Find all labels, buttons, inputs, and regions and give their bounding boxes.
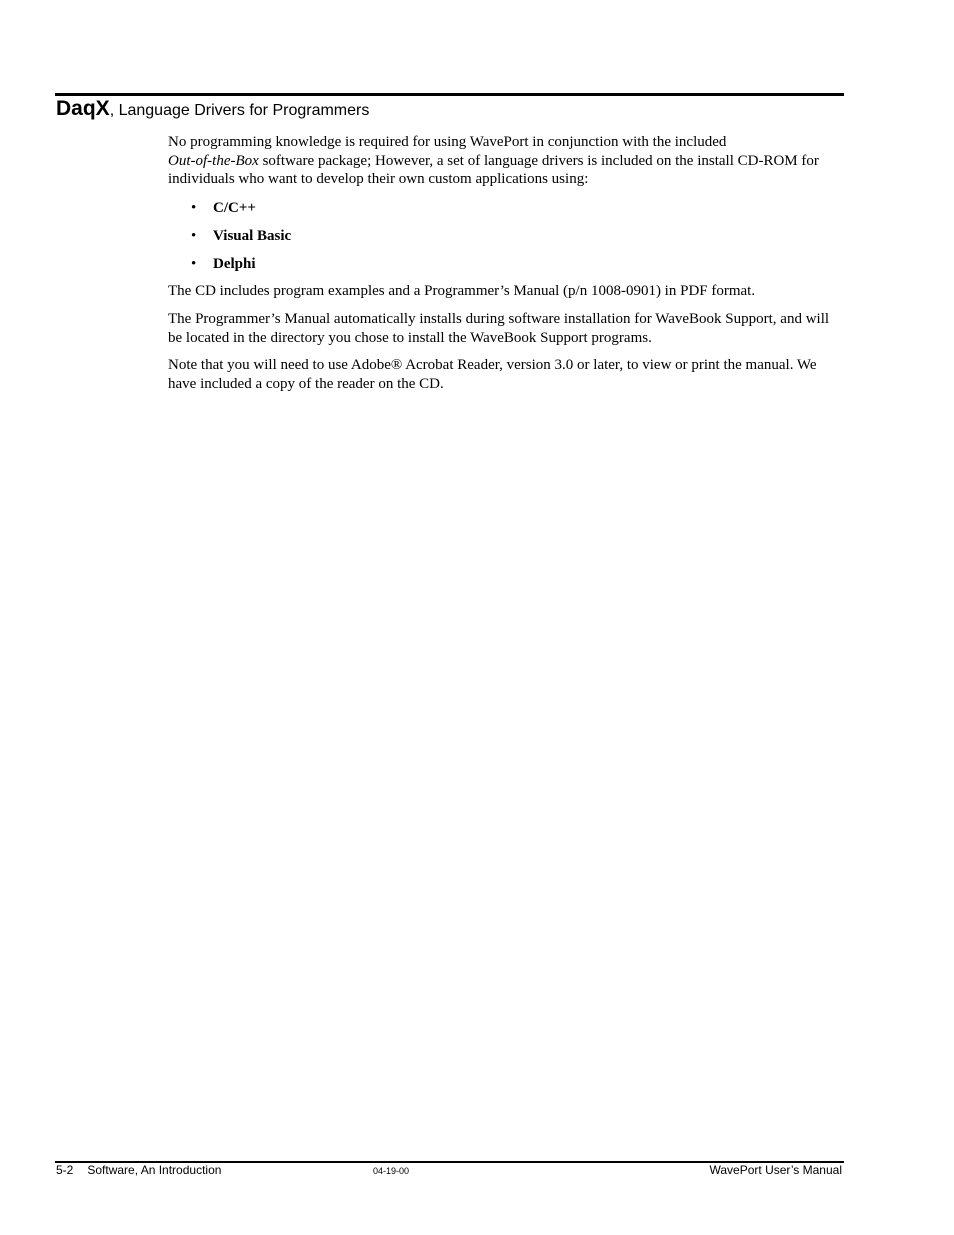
heading-title-bold: DaqX: [56, 97, 110, 120]
heading-title-rest: , Language Drivers for Programmers: [109, 102, 370, 119]
section-heading: [56, 97, 369, 121]
intro-italic-product: Out-of-the-Box: [168, 152, 259, 169]
intro-continuation: software package; However, a set of language drivers is included on the install CD-ROM for individuals who want to develop their own custom applications using:: [168, 152, 819, 187]
install-paragraph: The Programmer’s Manual automatically installs during software installation for WaveBook Support, and will be located in the directory you chose to install the WaveBook Support programs.: [168, 311, 830, 346]
bullet-icon: •: [191, 200, 197, 216]
footer-left: [56, 1163, 221, 1177]
cd-contents-paragraph: The CD includes program examples and a Programmer’s Manual (p/n 1008-0901) in PDF format.: [168, 283, 756, 299]
list-item: [168, 199, 291, 227]
acrobat-note-paragraph: Note that you will need to use Adobe® Acrobat Reader, version 3.0 or later, to view or print the manual. We have included a copy of the reader on the CD.: [168, 357, 817, 392]
bullet-icon: •: [191, 228, 197, 244]
list-item-label: C/C++: [213, 200, 256, 216]
header-rule: [55, 93, 844, 96]
intro-line1: No programming knowledge is required for using WavePort in conjunction with the included: [168, 134, 727, 150]
language-list: [168, 199, 291, 283]
page-number: 5-2: [56, 1163, 74, 1177]
list-item-label: Delphi: [213, 256, 256, 272]
footer-date: 04-19-00: [373, 1166, 410, 1176]
footer-manual-title: WavePort User’s Manual: [709, 1163, 842, 1177]
intro-paragraph: [168, 133, 838, 189]
footer-section: Software, An Introduction: [87, 1163, 222, 1177]
list-item: [168, 255, 291, 283]
bullet-icon: •: [191, 256, 197, 272]
list-item: [168, 227, 291, 255]
list-item-label: Visual Basic: [213, 228, 292, 244]
